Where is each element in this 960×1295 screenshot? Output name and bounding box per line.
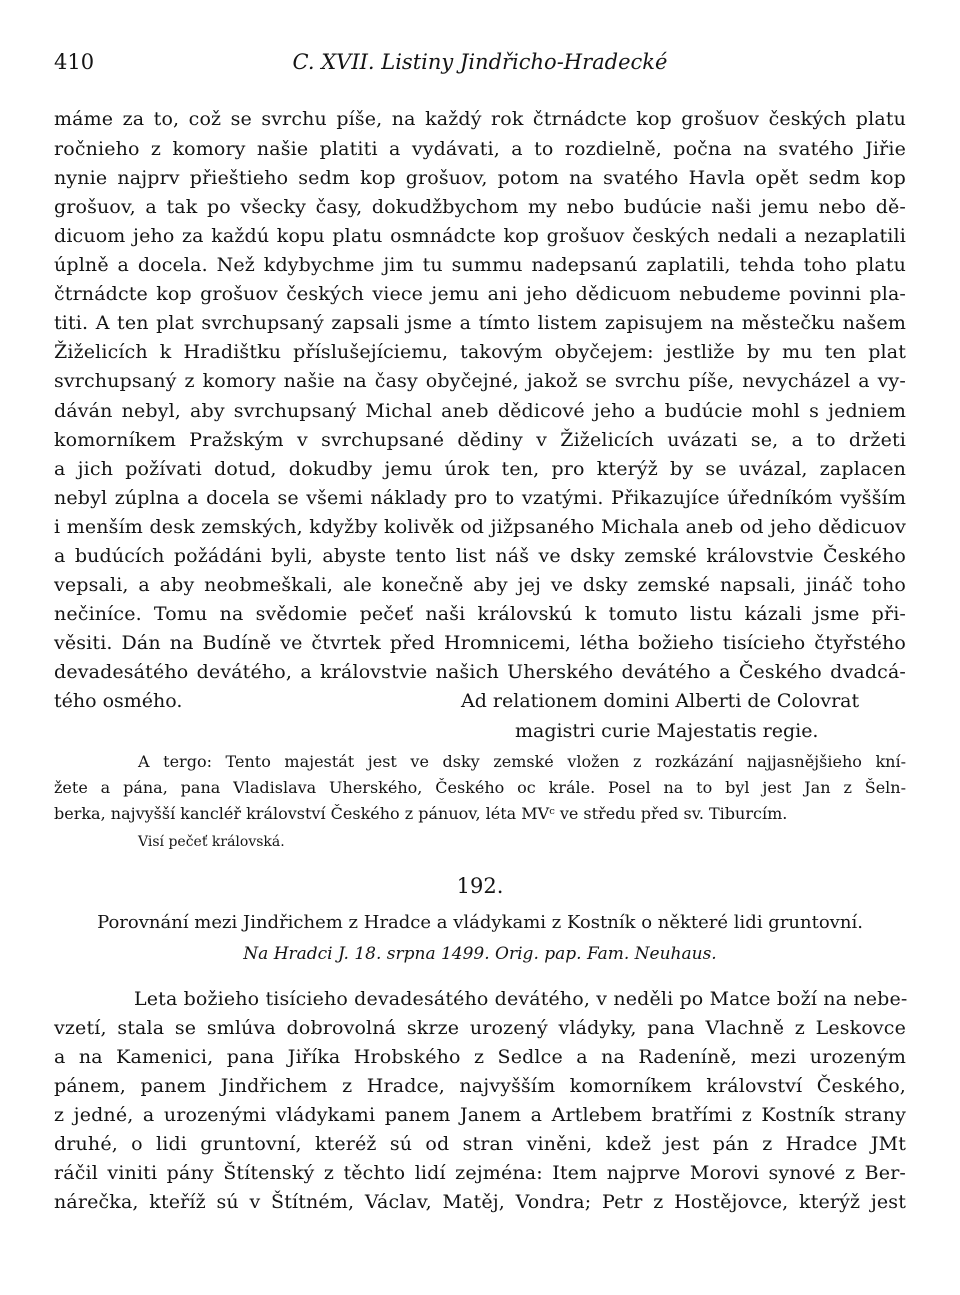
page-header	[54, 50, 906, 82]
text-line: vepsali, a aby neobmeškali, ale konečně aby jej ve dsky zemské napsali, jináč toho	[54, 574, 906, 596]
text-line: komorníkem Pražským v svrchupsané dědiny v Žiželicích uvázati se, a to držeti	[54, 429, 906, 451]
text-line: druhé, o lidi gruntovní, kteréž sú od stran viněni, kdež jest pán z Hradce JMt	[54, 1133, 906, 1155]
endorsement-line: A tergo: Tento majestát jest ve dsky zemské vložen z rozkázání najjasnějšieho kní-	[138, 752, 906, 771]
text-line: nynie najprv přieštieho sedm kop grošuov, potom na svatého Havla opět sedm kop	[54, 167, 906, 189]
page-number: 410	[54, 50, 95, 74]
document-number: 192.	[456, 874, 504, 898]
text-line: Žiželicích k Hradištku příslušejíciemu, takovým obyčejem: jestliže by mu ten plat	[54, 341, 906, 363]
text-line: ráčil viniti pány Štítenský z těchto lidí zejména: Item najprve Morovi synové z Ber-	[54, 1162, 906, 1184]
relation-line: Ad relationem domini Alberti de Colovrat	[461, 690, 860, 712]
document-source: Na Hradci J. 18. srpna 1499. Orig. pap. Fam. Neuhaus.	[243, 944, 717, 964]
text-line: nárečka, kteříž sú v Štítném, Václav, Matěj, Vondra; Petr z Hostějovce, kterýž jest	[54, 1191, 906, 1213]
endorsement-line: berka, najvyšší kancléř království Českého z pánuov, léta MVᶜ ve středu před sv. Tiburcím.	[54, 804, 788, 823]
text-line: a jich požívati dotud, dokudby jemu úrok ten, pro kterýž by se uvázal, zaplacen	[54, 458, 906, 480]
relation-line: magistri curie Majestatis regie.	[515, 720, 819, 742]
text-line: devadesátého devátého, a královstvie našich Uherského devátého a Českého dvadcá-	[54, 661, 906, 683]
text-line: nečiníce. Tomu na svědomie pečeť naši královskú k tomuto listu kázali jsme při-	[54, 603, 906, 625]
text-line: Leta božieho tisícieho devadesátého devátého, v neděli po Matce boží na nebe-	[134, 988, 908, 1010]
text-line: z jedné, a urozenými vládykami panem Janem a Artlebem bratřími z Kostník strany	[54, 1104, 906, 1126]
text-line: máme za to, což se svrchu píše, na každý rok čtrnádcte kop grošuov českých platu	[54, 108, 906, 130]
text-line: dicuom jeho za každú kopu platu osmnádcte kop grošuov českých nedali a nezaplatili	[54, 225, 906, 247]
running-title: C. XVII. Listiny Jindřicho-Hradecké	[292, 50, 668, 74]
text-line: svrchupsaný z komory našie na časy obyčejné, jakož se svrchu píše, nevycházel a vy-	[54, 370, 906, 392]
endorsement-line: žete a pána, pana Vladislava Uherského, Českého oc krále. Posel na to byl jest Jan z Šeln-	[54, 778, 906, 797]
text-line: dáván nebyl, aby svrchupsaný Michal aneb dědicové jeho a budúcie mohl s jedniem	[54, 400, 906, 422]
text-line: ročnieho z komory našie platiti a vydávati, a to rozdielně, počna na svatého Jiřie	[54, 138, 906, 160]
seal-note: Visí pečeť královská.	[138, 834, 285, 850]
text-line: grošuov, a tak po všecky časy, dokudžbychom my nebo budúcie naši jemu nebo dě-	[54, 196, 906, 218]
text-line: věsiti. Dán na Budíně ve čtvrtek před Hromnicemi, létha božieho tisícieho čtyřstého	[54, 632, 906, 654]
text-line: čtrnádcte kop grošuov českých viece jemu ani jeho dědicuom nebudeme povinni pla-	[54, 283, 906, 305]
text-line: a budúcích požádáni byli, abyste tento list náš ve dsky zemské královstvie Českého	[54, 545, 906, 567]
text-line: a na Kamenici, pana Jiříka Hrobského z Sedlce a na Radeníně, mezi urozeným	[54, 1046, 906, 1068]
closing-line: tého osmého.	[54, 690, 183, 712]
text-line: nebyl zúplna a docela se všemi náklady pro to vzatými. Přikazujíce úředníkóm vyšším	[54, 487, 906, 509]
text-line: i menším desk zemských, kdyžby kolivěk od jižpsaného Michala aneb od jeho dědicuov	[54, 516, 906, 538]
text-line: titi. A ten plat svrchupsaný zapsali jsme a tímto listem zapisujem na městečku našem	[54, 312, 906, 334]
text-line: úplně a docela. Než kdybychme jim tu summu nadepsanú zaplatili, tehda toho platu	[54, 254, 906, 276]
text-line: pánem, panem Jindřichem z Hradce, najvyšším komorníkem království Českého,	[54, 1075, 906, 1097]
document-heading: Porovnání mezi Jindřichem z Hradce a vládykami z Kostník o některé lidi gruntovní.	[97, 912, 863, 933]
text-line: vzetí, stala se smlúva dobrovolná skrze urozený vládyky, pana Vlachně z Leskovce	[54, 1017, 906, 1039]
